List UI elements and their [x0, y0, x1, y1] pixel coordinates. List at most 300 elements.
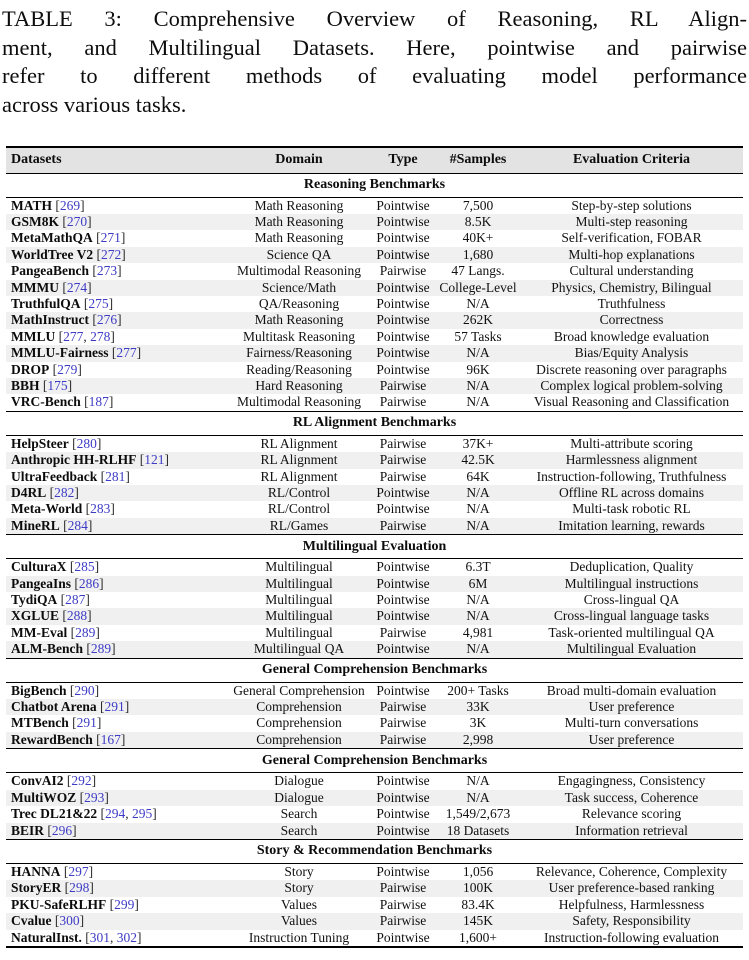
domain-cell: Search: [280, 806, 318, 822]
citation-link[interactable]: 282: [54, 485, 75, 500]
criteria-cell: Multilingual Evaluation: [566, 641, 697, 657]
dataset-cell: [6, 518, 228, 535]
dataset-name: TydiQA: [11, 592, 58, 608]
header-row: [6, 147, 743, 173]
samples-cell: 37K+: [462, 435, 494, 451]
citation-link[interactable]: 293: [84, 789, 105, 805]
samples-cell: 8.5K: [464, 213, 492, 229]
dataset-cell: [6, 345, 228, 361]
section-title-row: [6, 749, 743, 773]
table-row: [6, 682, 743, 699]
dataset-name: PangeaBench: [11, 263, 90, 279]
domain-cell: Math Reasoning: [254, 197, 344, 213]
section-4: [6, 749, 743, 840]
type-cell: Pairwise: [379, 435, 427, 451]
samples-cell: 6M: [468, 575, 488, 591]
table-row: [6, 518, 743, 535]
type-cell: Pointwise: [376, 806, 430, 822]
domain-cell: Hard Reasoning: [255, 377, 343, 393]
type-cell: Pointwise: [376, 501, 430, 517]
citation: [289]: [86, 641, 116, 657]
criteria-cell: Harmlessness alignment: [565, 452, 698, 468]
dataset-name: HelpSteer: [11, 435, 69, 451]
dataset-cell: [6, 214, 228, 230]
type-cell: Pointwise: [376, 361, 430, 377]
citation: [277]: [111, 345, 142, 361]
table-row: [6, 435, 743, 452]
dataset-cell: [6, 280, 228, 296]
dataset-name: D4RL: [11, 485, 47, 500]
type-cell: Pairwise: [379, 913, 427, 929]
domain-cell: Values: [281, 913, 317, 929]
citation: [288]: [62, 608, 92, 624]
citation-link[interactable]: 279: [57, 361, 78, 377]
samples-cell: N/A: [466, 773, 490, 789]
type-cell: Pairwise: [379, 715, 427, 731]
criteria-cell: Task-oriented multilingual QA: [548, 624, 715, 640]
dataset-name: MMLU: [11, 328, 56, 344]
samples-cell: 33K: [466, 699, 490, 715]
dataset-name: StoryER: [11, 880, 62, 896]
dataset-name: CulturaX: [11, 559, 67, 575]
type-cell: Pointwise: [376, 559, 430, 575]
domain-cell: Multitask Reasoning: [242, 328, 356, 344]
citation: [297]: [63, 863, 94, 879]
dataset-name: VRC-Bench: [11, 394, 81, 410]
table-row: [6, 576, 743, 592]
samples-cell: 262K: [463, 312, 493, 328]
criteria-cell: Instruction-following, Truthfulness: [536, 468, 727, 484]
citation-link[interactable]: 291: [76, 715, 97, 731]
samples-cell: 3K: [469, 715, 487, 731]
domain-cell: Search: [280, 822, 318, 838]
dataset-name: PangeaIns: [11, 575, 72, 591]
citation-link[interactable]: 289: [75, 624, 96, 640]
caption-line: TABLE 3: Comprehensive Overview of Reasoning, RL Align-: [2, 6, 747, 31]
table-row: [6, 608, 743, 624]
table-row: [6, 699, 743, 715]
type-cell: Pointwise: [376, 295, 430, 311]
criteria-cell: Physics, Chemistry, Bilingual: [551, 279, 712, 295]
dataset-name: MathInstruct: [11, 312, 89, 328]
citation: [289]: [70, 624, 100, 640]
citation-link[interactable]: 300: [59, 913, 80, 929]
samples-cell: N/A: [466, 394, 490, 410]
domain-cell: Multilingual: [265, 592, 333, 608]
dataset-cell: [6, 329, 228, 345]
domain-cell: RL Alignment: [260, 452, 338, 468]
domain-cell: QA/Reasoning: [258, 295, 340, 311]
dataset-cell: [6, 715, 228, 731]
samples-cell: N/A: [466, 377, 490, 393]
citation-link[interactable]: 271: [100, 230, 121, 246]
citation: [284]: [63, 517, 93, 533]
criteria-cell: Broad knowledge evaluation: [553, 328, 710, 344]
type-cell: Pointwise: [376, 312, 430, 328]
dataset-name: MultiWOZ: [11, 789, 77, 805]
citation-link[interactable]: 275: [88, 295, 109, 311]
section-3: [6, 658, 743, 749]
caption-line: refer to different methods of evaluating model performance: [2, 63, 747, 88]
type-cell: Pairwise: [379, 452, 427, 468]
section-title-row: [6, 535, 743, 559]
criteria-cell: Multi-attribute scoring: [570, 435, 693, 451]
type-cell: Pairwise: [379, 468, 427, 484]
citation-link[interactable]: 269: [59, 197, 81, 213]
dataset-cell: [6, 485, 228, 501]
table-row: [6, 296, 743, 312]
criteria-cell: Relevance scoring: [581, 806, 682, 822]
criteria-cell: Multi-hop explanations: [568, 246, 695, 262]
table-row: [6, 312, 743, 328]
samples-cell: 6.3T: [465, 559, 491, 575]
table-row: [6, 345, 743, 361]
citation-link[interactable]: 277: [63, 328, 84, 344]
criteria-cell: Imitation learning, rewards: [558, 517, 705, 533]
domain-cell: Multimodal Reasoning: [236, 394, 362, 410]
citation-link[interactable]: 289: [90, 641, 112, 657]
dataset-name: HANNA: [11, 863, 61, 879]
dataset-name: GSM8K: [11, 213, 60, 229]
dataset-cell: [6, 682, 228, 699]
citation-link[interactable]: 167: [100, 731, 121, 747]
citation-link[interactable]: 291: [104, 699, 125, 715]
dataset-cell: [6, 452, 228, 468]
citation-link[interactable]: 284: [67, 517, 88, 533]
dataset-name: MMMU: [11, 279, 59, 295]
dataset-cell: [6, 773, 228, 790]
citation-link[interactable]: 187: [88, 394, 109, 410]
samples-cell: 42.5K: [461, 452, 495, 468]
criteria-cell: Visual Reasoning and Classification: [533, 394, 730, 410]
domain-cell: Values: [281, 896, 317, 912]
table-row: [6, 329, 743, 345]
citation: [287]: [60, 592, 90, 608]
citation-link[interactable]: 290: [74, 682, 95, 698]
type-cell: Pairwise: [379, 624, 427, 640]
samples-cell: 4,981: [462, 624, 494, 640]
table-row: [6, 625, 743, 641]
citation-link[interactable]: 301: [89, 929, 111, 945]
citation-link[interactable]: 280: [76, 435, 97, 451]
type-cell: Pointwise: [376, 328, 430, 344]
dataset-cell: [6, 394, 228, 411]
domain-cell: RL/Control: [267, 501, 331, 517]
dataset-name: BEIR: [11, 822, 45, 838]
dataset-cell: [6, 247, 228, 263]
dataset-cell: [6, 362, 228, 378]
citation: [274]: [62, 279, 92, 295]
dataset-name: WorldTree V2: [11, 246, 94, 262]
samples-cell: 100K: [463, 880, 493, 896]
citation-link[interactable]: 175: [47, 377, 68, 393]
domain-cell: Dialogue: [274, 773, 324, 789]
citation-link[interactable]: 272: [101, 246, 122, 262]
citation: [293]: [79, 789, 109, 805]
samples-cell: N/A: [466, 485, 490, 500]
citation: [294, 295]: [100, 806, 157, 822]
column-header-type: Type: [370, 147, 436, 173]
dataset-cell: [6, 592, 228, 608]
table-row: [6, 263, 743, 279]
dataset-cell: [6, 197, 228, 214]
dataset-cell: [6, 790, 228, 806]
domain-cell: RL Alignment: [260, 435, 338, 451]
criteria-cell: Correctness: [599, 312, 664, 328]
dataset-name: ALM-Bench: [11, 641, 83, 657]
criteria-cell: Self-verification, FOBAR: [561, 230, 702, 246]
citation-link[interactable]: 286: [78, 575, 100, 591]
table-row: [6, 280, 743, 296]
citation-link[interactable]: 285: [74, 559, 95, 575]
type-cell: Pairwise: [379, 699, 427, 715]
citation-link[interactable]: 294: [104, 806, 126, 822]
domain-cell: Story: [284, 880, 314, 896]
citation: [286]: [74, 575, 104, 591]
type-cell: Pairwise: [379, 377, 427, 393]
criteria-cell: Instruction-following evaluation: [543, 929, 720, 945]
table-row: [6, 452, 743, 468]
criteria-cell: Multi-step reasoning: [575, 213, 688, 229]
section-title-row: [6, 411, 743, 435]
citation-link[interactable]: 295: [131, 806, 153, 822]
criteria-cell: Deduplication, Quality: [569, 559, 694, 575]
citation: [291]: [72, 715, 102, 731]
dataset-cell: [6, 641, 228, 658]
samples-cell: 1,549/2,673: [445, 806, 511, 822]
section-title: Reasoning Benchmarks: [6, 173, 743, 197]
type-cell: Pairwise: [379, 896, 427, 912]
type-cell: Pointwise: [376, 213, 430, 229]
citation: [281]: [100, 468, 130, 484]
citation-link[interactable]: 288: [66, 608, 88, 624]
samples-cell: N/A: [466, 501, 490, 517]
citation: [299]: [109, 896, 139, 912]
table-caption: [2, 5, 747, 119]
type-cell: Pointwise: [376, 641, 430, 657]
citation: [292]: [66, 773, 97, 789]
table-row: [6, 485, 743, 501]
dataset-cell: [6, 501, 228, 517]
domain-cell: General Comprehension: [233, 682, 365, 698]
samples-cell: 40K+: [462, 230, 494, 246]
column-header-datasets: Datasets: [6, 147, 228, 173]
citation-link[interactable]: 278: [90, 328, 111, 344]
citation-link[interactable]: 277: [116, 345, 137, 361]
dataset-name: NaturalInst.: [11, 929, 82, 945]
domain-cell: Multimodal Reasoning: [236, 263, 362, 279]
dataset-name: MTBench: [11, 715, 69, 731]
samples-cell: N/A: [466, 592, 490, 608]
citation: [282]: [49, 485, 79, 500]
citation-link[interactable]: 292: [71, 773, 92, 789]
citation-link[interactable]: 121: [144, 452, 165, 468]
caption-line: across various tasks.: [2, 91, 187, 117]
table-row: [6, 247, 743, 263]
citation-link[interactable]: 281: [105, 468, 126, 484]
domain-cell: Math Reasoning: [254, 230, 344, 246]
criteria-cell: Offline RL across domains: [558, 485, 705, 500]
section-title-row: [6, 658, 743, 682]
criteria-cell: Step-by-step solutions: [571, 197, 692, 213]
citation: [301, 302]: [85, 929, 142, 945]
domain-cell: Science QA: [266, 246, 332, 262]
citation-link[interactable]: 302: [116, 929, 138, 945]
citation-link[interactable]: 276: [96, 312, 118, 328]
table-row: [6, 378, 743, 394]
dataset-name: MMLU-Fairness: [11, 345, 109, 361]
samples-cell: 2,998: [462, 731, 494, 747]
dataset-cell: [6, 880, 228, 896]
domain-cell: Multilingual: [265, 575, 333, 591]
samples-cell: 96K: [466, 361, 490, 377]
criteria-cell: Multilingual instructions: [564, 575, 699, 591]
samples-cell: N/A: [466, 789, 490, 805]
column-header-criteria: Evaluation Criteria: [520, 147, 743, 173]
criteria-cell: Task success, Coherence: [564, 789, 699, 805]
citation-link[interactable]: 296: [51, 822, 73, 838]
dataset-name: BBH: [11, 377, 40, 393]
criteria-cell: User preference-based ranking: [548, 880, 715, 896]
samples-cell: N/A: [466, 295, 490, 311]
domain-cell: Multilingual QA: [253, 641, 345, 657]
table-row: [6, 394, 743, 411]
citation: [296]: [47, 822, 77, 838]
dataset-cell: [6, 576, 228, 592]
samples-cell: N/A: [466, 608, 490, 624]
samples-cell: 57 Tasks: [454, 328, 502, 344]
dataset-name: TruthfulQA: [11, 295, 81, 311]
datasets-table: [6, 146, 743, 948]
citation-link[interactable]: 287: [65, 592, 86, 608]
type-cell: Pointwise: [376, 485, 430, 500]
citation: [290]: [69, 682, 100, 698]
table-row: [6, 897, 743, 913]
type-cell: Pointwise: [376, 592, 430, 608]
samples-cell: College-Level: [439, 279, 517, 295]
dataset-cell: [6, 378, 228, 394]
table-row: [6, 913, 743, 929]
criteria-cell: Bias/Equity Analysis: [574, 345, 689, 361]
samples-cell: 18 Datasets: [446, 822, 510, 838]
dataset-cell: [6, 897, 228, 913]
table-row: [6, 930, 743, 947]
samples-cell: 64K: [466, 468, 490, 484]
samples-cell: 83.4K: [461, 896, 495, 912]
citation: [175]: [42, 377, 73, 393]
criteria-cell: Complex logical problem-solving: [540, 377, 723, 393]
citation-link[interactable]: 270: [66, 213, 88, 229]
type-cell: Pointwise: [376, 345, 430, 361]
dataset-name: ConvAI2: [11, 773, 64, 789]
citation: [283]: [85, 501, 115, 517]
criteria-cell: User preference: [588, 731, 675, 747]
citation-link[interactable]: 299: [114, 896, 135, 912]
criteria-cell: Cross-lingual language tasks: [553, 608, 710, 624]
dataset-name: Trec DL21&22: [11, 806, 98, 822]
criteria-cell: Safety, Responsibility: [572, 913, 691, 929]
domain-cell: Math Reasoning: [254, 312, 344, 328]
column-header-domain: Domain: [228, 147, 370, 173]
samples-cell: N/A: [466, 517, 490, 533]
citation-link[interactable]: 273: [96, 263, 118, 279]
criteria-cell: Relevance, Coherence, Complexity: [535, 863, 728, 879]
type-cell: Pointwise: [376, 246, 430, 262]
domain-cell: Multilingual: [265, 559, 333, 575]
dataset-name: MetaMathQA: [11, 230, 93, 246]
samples-cell: N/A: [466, 345, 490, 361]
dataset-cell: [6, 296, 228, 312]
criteria-cell: Cultural understanding: [569, 263, 694, 279]
type-cell: Pairwise: [379, 731, 427, 747]
citation: [300]: [54, 913, 85, 929]
citation-link[interactable]: 283: [90, 501, 111, 517]
section-title: Multilingual Evaluation: [6, 535, 743, 559]
dataset-name: MineRL: [11, 517, 60, 533]
citation: [298]: [64, 880, 94, 896]
samples-cell: N/A: [466, 641, 490, 657]
dataset-cell: [6, 435, 228, 452]
type-cell: Pairwise: [379, 880, 427, 896]
table-row: [6, 863, 743, 880]
citation: [280]: [72, 435, 102, 451]
criteria-cell: Discrete reasoning over paragraphs: [536, 361, 727, 377]
table-row: [6, 559, 743, 576]
citation-link[interactable]: 297: [68, 863, 89, 879]
type-cell: Pointwise: [376, 682, 430, 698]
citation-link[interactable]: 274: [66, 279, 88, 295]
type-cell: Pointwise: [376, 773, 430, 789]
table-row: [6, 197, 743, 214]
samples-cell: 7,500: [462, 197, 494, 213]
samples-cell: 47 Langs.: [451, 263, 505, 279]
samples-cell: 145K: [463, 913, 493, 929]
domain-cell: Comprehension: [256, 731, 342, 747]
dataset-name: PKU-SafeRLHF: [11, 896, 107, 912]
dataset-name: BigBench: [11, 682, 67, 698]
dataset-name: XGLUE: [11, 608, 60, 624]
dataset-cell: [6, 469, 228, 485]
caption-line: ment, and Multilingual Datasets. Here, pointwise and pairwise: [2, 34, 747, 60]
dataset-name: Anthropic HH-RLHF: [11, 452, 137, 468]
section-title: General Comprehension Benchmarks: [6, 749, 743, 773]
citation: [270]: [62, 213, 92, 229]
dataset-cell: [6, 625, 228, 641]
citation-link[interactable]: 298: [69, 880, 90, 896]
type-cell: Pointwise: [376, 279, 430, 295]
citation: [285]: [69, 559, 100, 575]
dataset-name: MM-Eval: [11, 624, 68, 640]
citation: [272]: [96, 246, 126, 262]
citation: [277, 278]: [58, 328, 115, 344]
column-header-samples: #Samples: [436, 147, 520, 173]
criteria-cell: Cross-lingual QA: [583, 592, 680, 608]
dataset-name: Cvalue: [11, 913, 52, 929]
dataset-cell: [6, 312, 228, 328]
domain-cell: Reading/Reasoning: [246, 361, 352, 377]
criteria-cell: Multi-turn conversations: [564, 715, 699, 731]
table-row: [6, 790, 743, 806]
criteria-cell: Broad multi-domain evaluation: [546, 682, 717, 698]
samples-cell: 200+ Tasks: [447, 682, 509, 698]
table-row: [6, 230, 743, 246]
criteria-cell: Information retrieval: [575, 822, 688, 838]
dataset-cell: [6, 930, 228, 947]
dataset-name: MATH: [11, 197, 52, 213]
type-cell: Pointwise: [376, 929, 430, 945]
dataset-name: DROP: [11, 361, 50, 377]
domain-cell: Math Reasoning: [254, 213, 344, 229]
